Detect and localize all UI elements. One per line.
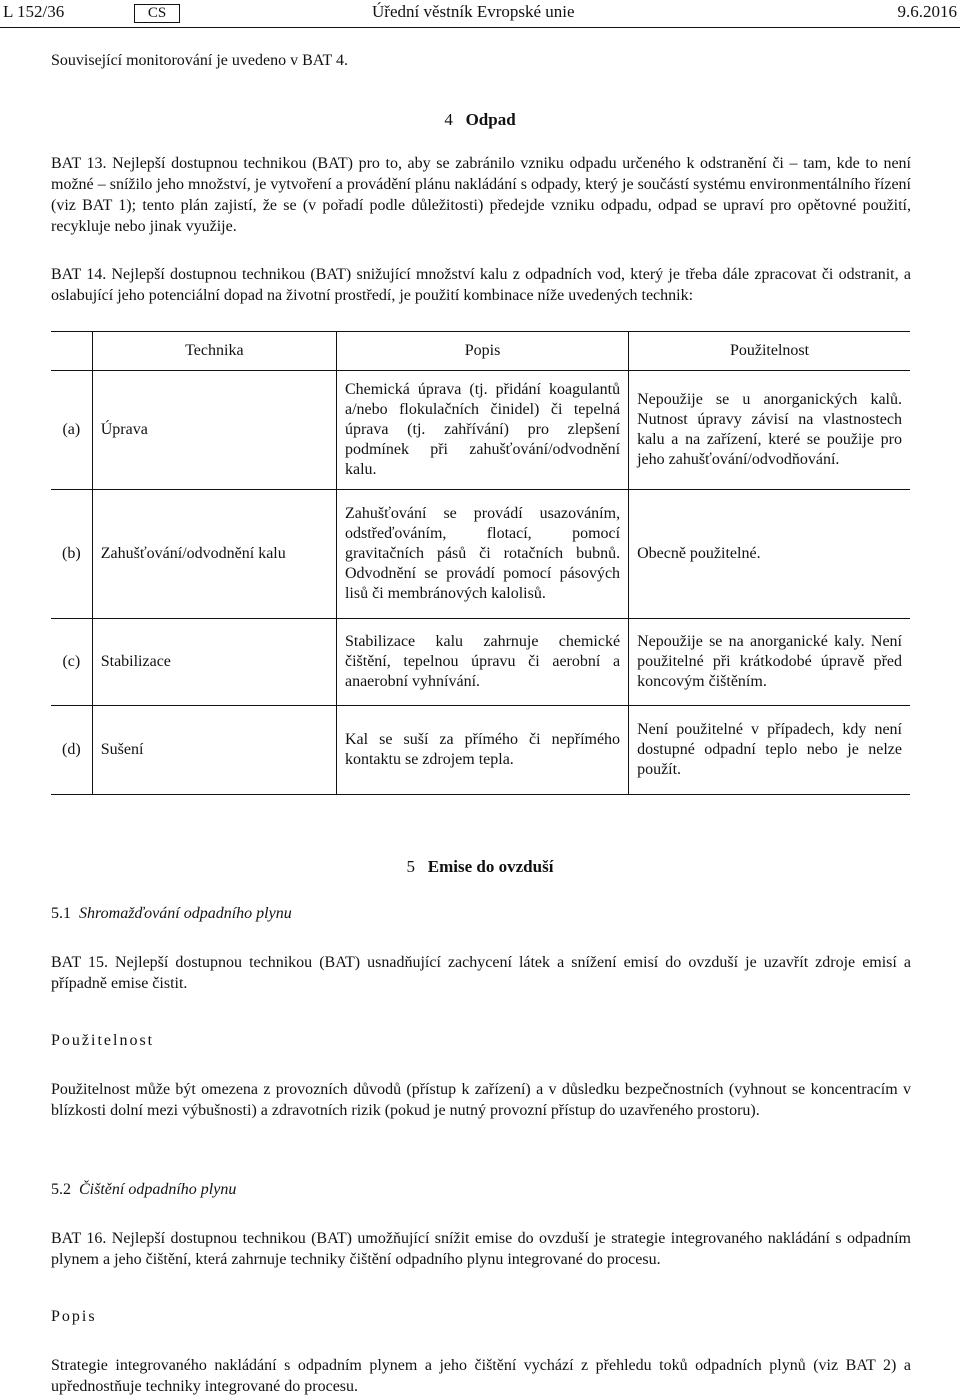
description-paragraph: Strategie integrovaného nakládání s odpadním plynem a jeho čištění vychází z přehledu toků odpadních plynů (viz BAT 2) a upřednostňuje techniky integrované do procesu. — [51, 1357, 911, 1395]
section-title: Odpad — [465, 110, 516, 129]
technique-applicability: Obecně použitelné. — [629, 490, 910, 619]
technique-name: Stabilizace — [92, 619, 336, 706]
subsection-5-1-heading — [51, 905, 292, 923]
table-header-row — [51, 332, 910, 371]
technique-applicability: Není použitelné v případech, kdy není dostupné odpadní teplo nebo je nelze použít. — [629, 706, 910, 795]
subsection-title: Čištění odpadního plynu — [79, 1181, 237, 1198]
header-divider — [0, 27, 960, 28]
technique-description: Zahušťování se provádí usazováním, odstřeďováním, flotací, pomocí gravitačních pásů či rotačních bubnů. Odvodnění se provádí pomocí pásových lisů či membránových kalolisů. — [336, 490, 628, 619]
row-index: (b) — [51, 490, 92, 619]
bat16-paragraph: BAT 16. Nejlepší dostupnou technikou (BAT) umožňující snížit emise do ovzduší je strategie integrovaného nakládání s odpadním plynem a jeho čištění, která zahrnuje techniky čištění odpadního plynu integrované do procesu. — [51, 1230, 911, 1268]
subsection-number: 5.2 — [51, 1181, 71, 1198]
technique-description: Kal se suší za přímého či nepřímého kontaktu se zdrojem tepla. — [336, 706, 628, 795]
table-row — [51, 371, 910, 490]
table-row — [51, 706, 910, 795]
technique-name: Úprava — [92, 371, 336, 490]
subsection-5-2-heading — [51, 1181, 236, 1199]
section-number: 5 — [406, 857, 416, 876]
technique-name: Sušení — [92, 706, 336, 795]
section-title: Emise do ovzduší — [427, 857, 554, 876]
section-5-heading — [0, 857, 960, 877]
row-index: (d) — [51, 706, 92, 795]
journal-title: Úřední věstník Evropské unie — [372, 2, 575, 21]
description-label: Popis — [51, 1308, 97, 1325]
table-row — [51, 619, 910, 706]
row-index: (a) — [51, 371, 92, 490]
applicability-label: Použitelnost — [51, 1032, 155, 1049]
techniques-table — [51, 331, 910, 795]
section-4-heading — [0, 110, 960, 130]
table-row — [51, 490, 910, 619]
row-index: (c) — [51, 619, 92, 706]
bat14-paragraph: BAT 14. Nejlepší dostupnou technikou (BAT) snižující množství kalu z odpadních vod, který je třeba dále zpracovat či odstranit, a oslabující jeho potenciální dopad na životní prostředí, je použití kombinace níže uvedených technik: — [51, 266, 911, 304]
applicability-paragraph: Použitelnost může být omezena z provozních důvodů (přístup k zařízení) a v důsledku bezpečnostních (vyhnout se koncentracím v blízkosti dolní mezi výbušnosti) a zdravotních rizik (pokud je nutný provozní přístup do uzavřeného prostoru). — [51, 1081, 911, 1119]
header-technique: Technika — [92, 332, 336, 371]
intro-paragraph: Související monitorování je uvedeno v BAT 4. — [51, 52, 349, 69]
bat13-paragraph: BAT 13. Nejlepší dostupnou technikou (BAT) pro to, aby se zabránilo vzniku odpadu určeného k odstranění či – tam, kde to není možné – snížilo jeho množství, je vytvoření a provádění plánu nakládání s odpady, který je součástí systému environmentálního řízení (viz BAT 1); tento plán zajistí, že se (v pořadí podle důležitosti) předejde vzniku odpadu, odpad se upraví pro opětovné použití, recykluje nebo jinak využije. — [51, 155, 911, 235]
technique-applicability: Nepoužije se na anorganické kaly. Není použitelné při krátkodobé úpravě před koncovým čištěním. — [629, 619, 910, 706]
page-header — [0, 2, 960, 24]
publication-date: 9.6.2016 — [897, 2, 957, 21]
technique-description: Stabilizace kalu zahrnuje chemické čištění, tepelnou úpravu či aerobní a anaerobní vyhnívání. — [336, 619, 628, 706]
header-index — [51, 332, 92, 371]
page-reference: L 152/36 — [3, 2, 65, 21]
technique-applicability: Nepoužije se u anorganických kalů. Nutnost úpravy závisí na vlastnostech kalu a na zařízení, které se použije pro jeho zahušťování/odvodňování. — [629, 371, 910, 490]
technique-description: Chemická úprava (tj. přidání koagulantů a/nebo flokulačních činidel) či tepelná úprava (tj. zahřívání) pro zlepšení podmínek při zahušťování/odvodnění kalu. — [336, 371, 628, 490]
technique-name: Zahušťování/odvodnění kalu — [92, 490, 336, 619]
bat15-paragraph: BAT 15. Nejlepší dostupnou technikou (BAT) usnadňující zachycení látek a snížení emisí do ovzduší je uzavřít zdroje emisí a případně emise čistit. — [51, 954, 911, 992]
subsection-title: Shromažďování odpadního plynu — [79, 905, 292, 922]
language-badge: CS — [134, 4, 180, 23]
header-applicability: Použitelnost — [629, 332, 910, 371]
subsection-number: 5.1 — [51, 905, 71, 922]
header-description: Popis — [336, 332, 628, 371]
section-number: 4 — [444, 110, 453, 129]
